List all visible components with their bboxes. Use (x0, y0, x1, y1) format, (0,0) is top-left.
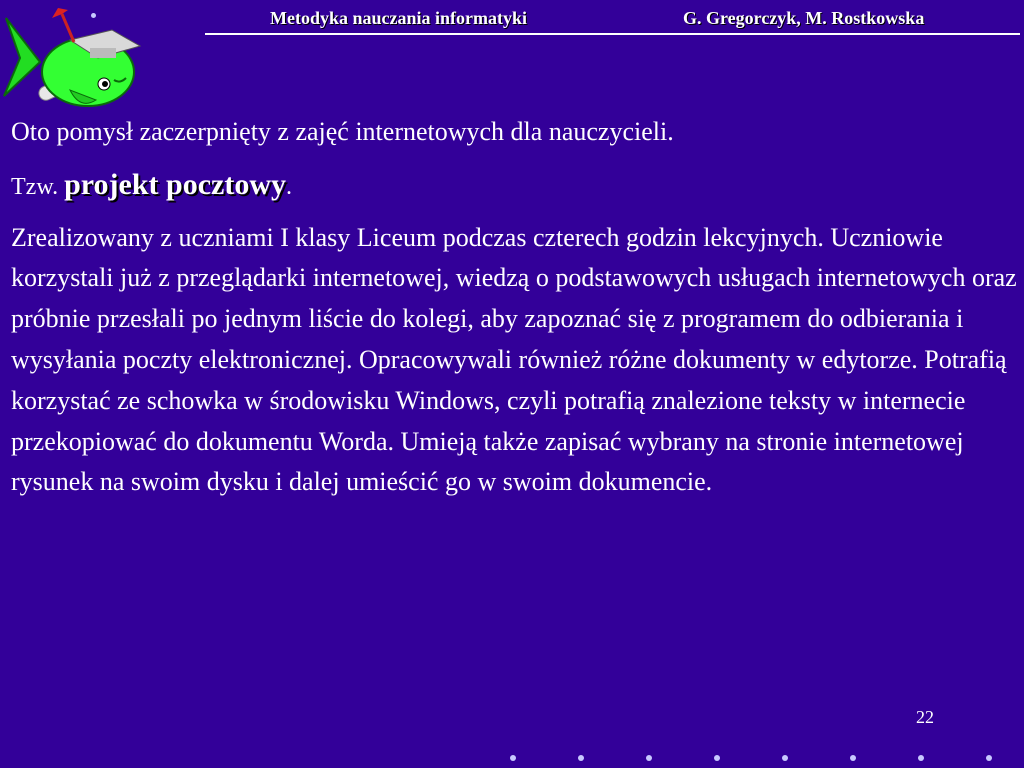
project-suffix: . (286, 173, 293, 200)
slide-content (11, 112, 1019, 503)
project-name: projekt pocztowy (64, 167, 287, 201)
fish-graduate-icon (0, 0, 150, 120)
intro-line: Oto pomysł zaczerpnięty z zajęć internetowych dla nauczycieli. (11, 117, 674, 146)
header-authors: G. Gregorczyk, M. Rostkowska (683, 8, 925, 28)
description-paragraph: Zrealizowany z uczniami I klasy Liceum podczas czterech godzin lekcyjnych. Uczniowie korzystali już z przeglądarki internetowej, wiedzą o podstawowych usługach internetowych oraz próbnie przesłali po jednym liście do kolegi, aby zapoznać się z programem do odbierania i wysyłania poczty elektronicznej. Opracowywali również różne dokumenty w edytorze. Potrafią korzystać ze schowka w środowisku Windows, czyli potrafią znalezione teksty w internecie przekopiować do dokumentu Worda. Umieją także zapisać wybrany na stronie internetowej rysunek na swoim dysku i dalej umieścić go w swoim dokumencie. (11, 222, 1017, 497)
project-line (11, 165, 1019, 208)
page-number: 22 (916, 707, 934, 727)
decorative-dot (91, 13, 96, 18)
header-title: Metodyka nauczania informatyki (270, 8, 528, 28)
project-prefix: Tzw. (11, 173, 59, 200)
header-divider (205, 33, 1020, 35)
footer-dots (0, 752, 1024, 764)
